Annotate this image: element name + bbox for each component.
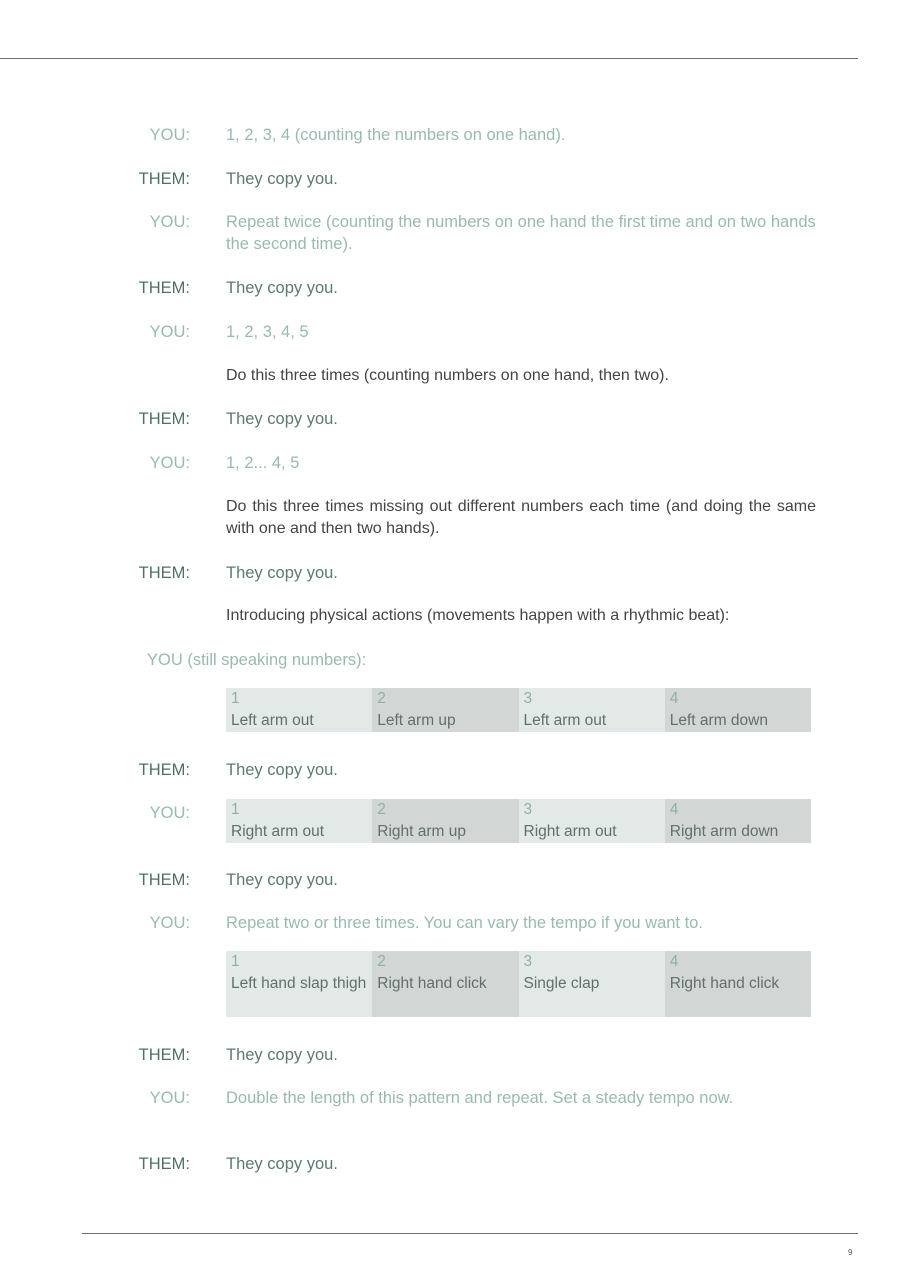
beat-number: 4 — [665, 951, 811, 973]
beat-number: 2 — [372, 688, 518, 710]
beat-number: 1 — [226, 688, 372, 710]
line-text: They copy you. — [226, 1155, 338, 1173]
speaker-label: YOU: — [149, 323, 190, 341]
speaker-label: THEM: — [138, 761, 190, 779]
beat-action: Right arm down — [665, 821, 811, 843]
line-text: They copy you. — [226, 1046, 338, 1064]
speaker-label: YOU: — [149, 454, 190, 472]
beat-action: Right hand click — [665, 973, 811, 1017]
beat-number: 2 — [372, 799, 518, 821]
beat-action: Right arm out — [226, 821, 372, 843]
line-text: They copy you. — [226, 279, 338, 297]
top-rule — [0, 58, 858, 59]
beat-number: 1 — [226, 951, 372, 973]
beat-number: 4 — [665, 688, 811, 710]
speaker-label: THEM: — [138, 410, 190, 428]
line-text: 1, 2, 3, 4 (counting the numbers on one hand). — [226, 126, 566, 144]
speaker-label: YOU: — [149, 213, 190, 231]
line-text: Repeat two or three times. You can vary the tempo if you want to. — [226, 914, 703, 932]
speaker-label: THEM: — [138, 279, 190, 297]
speaker-label: YOU (still speaking numbers): — [147, 651, 367, 669]
line-text: They copy you. — [226, 871, 338, 889]
speaker-label: YOU: — [149, 126, 190, 144]
movement-table — [226, 799, 811, 843]
instruction-text: Introducing physical actions (movements happen with a rhythmic beat): — [226, 607, 730, 624]
speaker-label: THEM: — [138, 1046, 190, 1064]
beat-action: Left arm out — [519, 710, 665, 732]
beat-number: 3 — [519, 799, 665, 821]
speaker-label: THEM: — [138, 564, 190, 582]
line-text: 1, 2, 3, 4, 5 — [226, 323, 309, 341]
beat-action: Right hand click — [372, 973, 518, 1017]
speaker-label: YOU: — [149, 1089, 190, 1107]
line-text: They copy you. — [226, 761, 338, 779]
line-text: Double the length of this pattern and repeat. Set a steady tempo now. — [226, 1089, 734, 1107]
bottom-rule — [82, 1233, 858, 1234]
line-text: They copy you. — [226, 170, 338, 188]
instruction-text: Do this three times missing out different numbers each time (and doing the same with one and then two hands). — [226, 498, 816, 537]
beat-number: 3 — [519, 688, 665, 710]
beat-action: Left arm up — [372, 710, 518, 732]
beat-number: 1 — [226, 799, 372, 821]
line-text: They copy you. — [226, 564, 338, 582]
beat-action: Left arm out — [226, 710, 372, 732]
page-number: 9 — [848, 1248, 853, 1257]
movement-table — [226, 951, 811, 1017]
speaker-label: THEM: — [138, 170, 190, 188]
speaker-label: YOU: — [149, 804, 190, 822]
beat-number: 3 — [519, 951, 665, 973]
beat-action: Left arm down — [665, 710, 811, 732]
instruction-text: Do this three times (counting numbers on one hand, then two). — [226, 367, 669, 384]
line-text: 1, 2... 4, 5 — [226, 454, 300, 472]
line-text: Repeat twice (counting the numbers on one hand the first time and on two hands the second time). — [226, 213, 816, 253]
beat-number: 4 — [665, 799, 811, 821]
speaker-label: THEM: — [138, 871, 190, 889]
beat-action: Left hand slap thigh — [226, 973, 372, 1017]
beat-action: Single clap — [519, 973, 665, 1017]
beat-action: Right arm up — [372, 821, 518, 843]
beat-number: 2 — [372, 951, 518, 973]
beat-action: Right arm out — [519, 821, 665, 843]
speaker-label: THEM: — [138, 1155, 190, 1173]
line-text: They copy you. — [226, 410, 338, 428]
movement-table — [226, 688, 811, 732]
speaker-label: YOU: — [149, 914, 190, 932]
